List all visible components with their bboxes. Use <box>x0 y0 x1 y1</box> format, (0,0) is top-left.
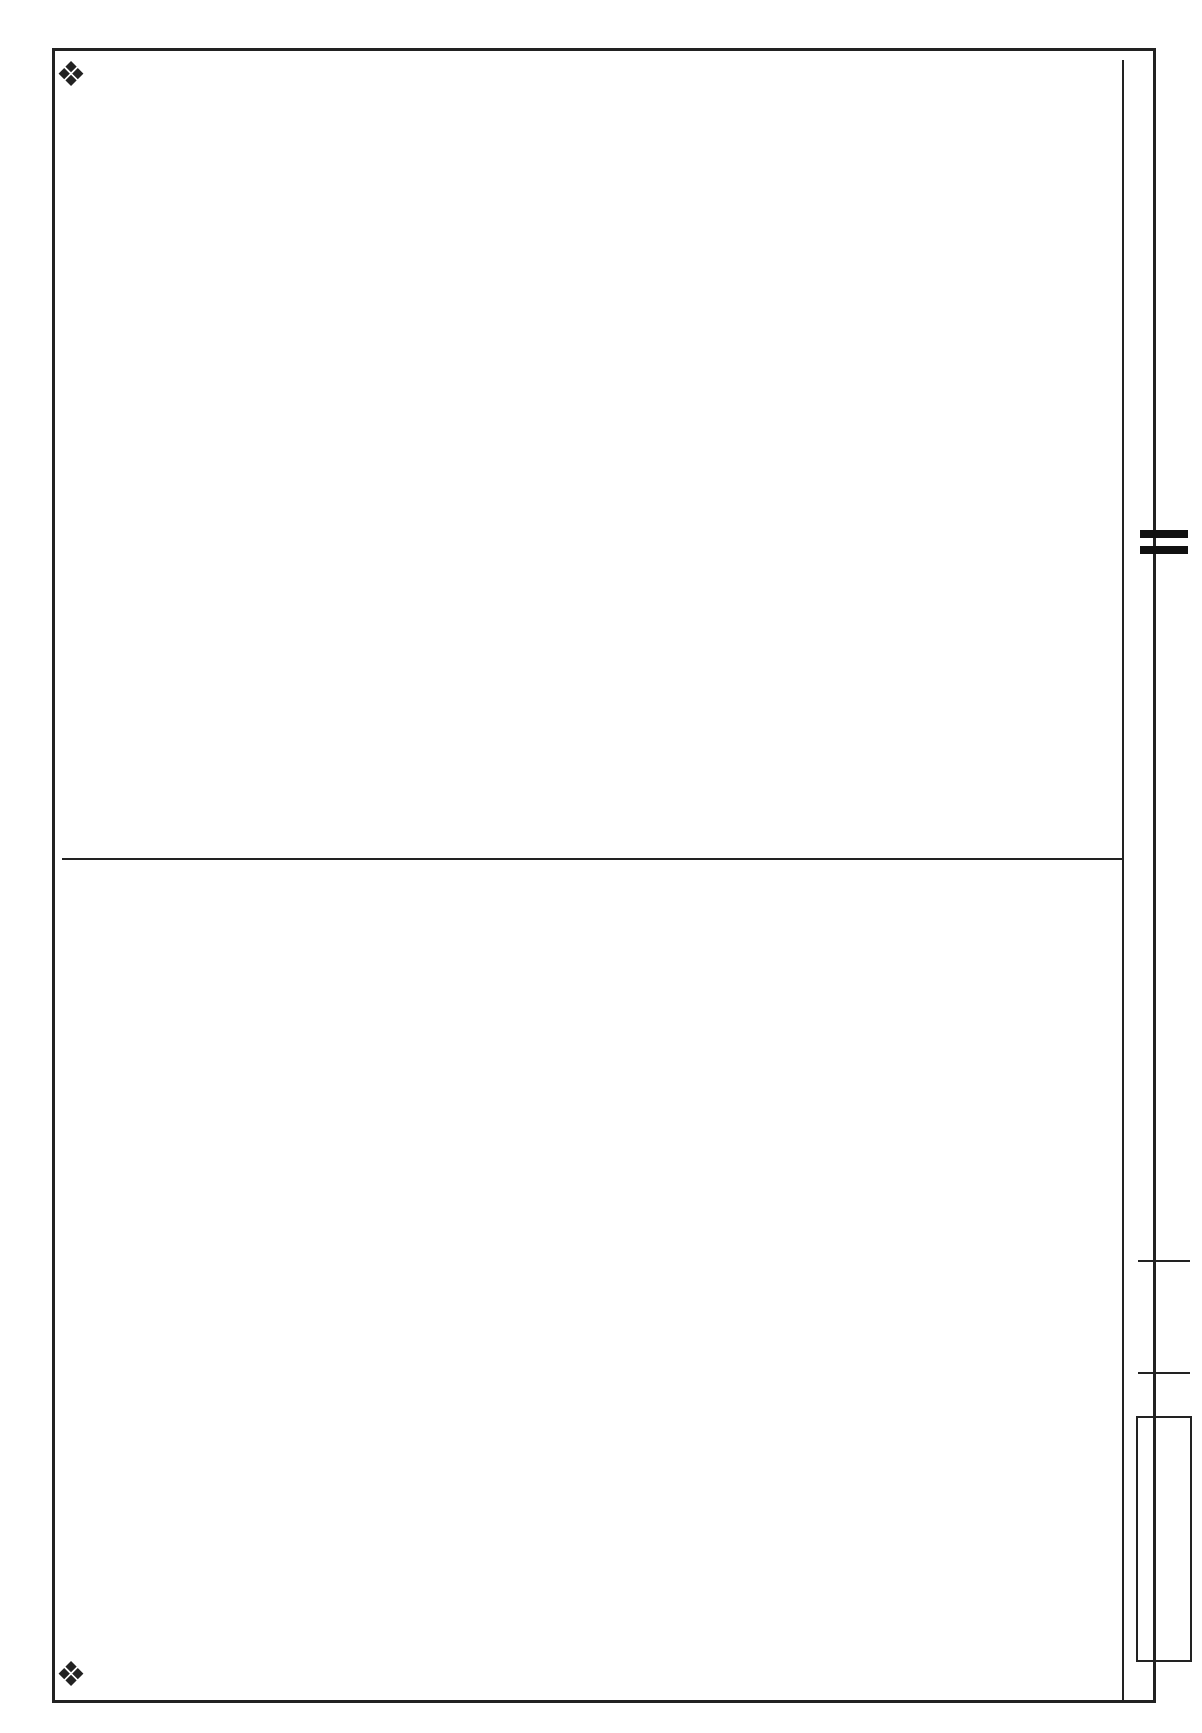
lower-text-columns <box>62 862 1122 1692</box>
margin-rule <box>1122 60 1124 1700</box>
corner-ornament-icon: ❖ <box>55 55 87 95</box>
margin-bar <box>1140 530 1188 538</box>
corner-ornament-icon: ❖ <box>55 1655 87 1695</box>
page-number-box <box>1138 1260 1190 1374</box>
side-label-box <box>1136 1416 1192 1662</box>
upper-text-columns <box>62 60 1122 858</box>
lower-register <box>62 862 1122 1692</box>
margin-bar <box>1140 546 1188 554</box>
upper-register <box>62 60 1122 860</box>
